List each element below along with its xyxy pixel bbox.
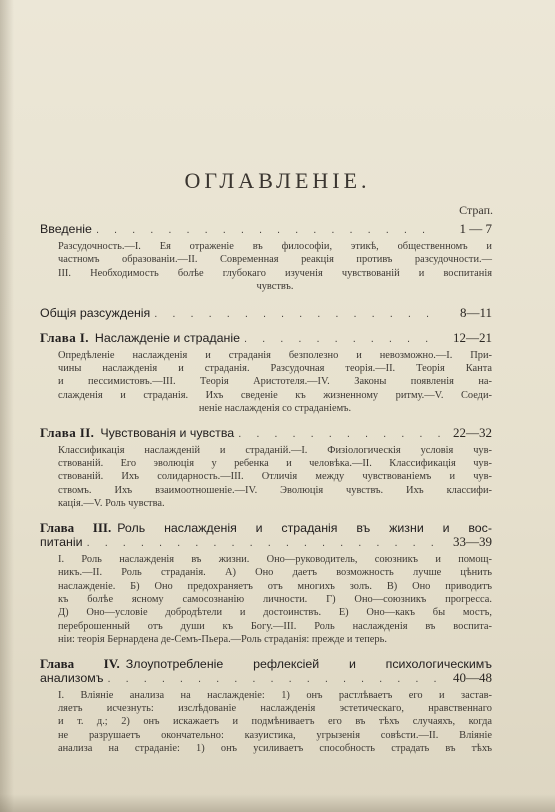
toc-entry-chapter-1 <box>40 331 492 416</box>
toc-entry-chapter-4 <box>40 657 492 756</box>
toc-summary <box>58 349 492 416</box>
toc-heading-text: Общія разсужденія <box>40 305 151 320</box>
page-bottom-shadow <box>0 794 555 812</box>
summary-line: III. Необходимость болѣе глубокаго изученія чувствованій и воспитанія <box>58 267 492 279</box>
summary-line: и т. д.; 2) онъ искажаетъ и подмѣниваетъ его въ тѣхъ случаяхъ, когда <box>58 716 492 728</box>
toc-page-range: 22—32 <box>453 424 492 440</box>
summary-line: неніе наслажденія со страданіемъ. <box>198 403 352 415</box>
toc-heading-text: Наслажденіе и страданіе <box>94 330 241 345</box>
summary-line: не разрушаетъ окончательно: казуистика, угрызенія совѣсти.—II. Вліяніе <box>58 729 492 741</box>
toc-heading <box>40 657 492 686</box>
page-fold-shadow <box>0 0 14 812</box>
summary-line: наслажденіе. Б) Оно предохраняетъ отъ многихъ золъ. В) Оно приводитъ <box>58 580 492 592</box>
summary-line: I. Вліяніе анализа на наслажденіе: 1) онъ растлѣваетъ его и застав- <box>58 689 492 701</box>
chapter-number: Глава IV. <box>40 655 120 671</box>
toc-heading-text: анализомъ <box>40 670 104 685</box>
toc-heading <box>40 222 492 237</box>
dot-leader <box>154 307 440 321</box>
toc-entry-introduction <box>40 222 492 294</box>
toc-heading <box>40 521 492 550</box>
summary-line: Разсудочность.—I. Ея отраженіе въ философіи, этикѣ, общественномъ и <box>58 241 492 252</box>
toc-summary <box>58 689 492 756</box>
chapter-number: Глава III. <box>40 519 112 535</box>
toc-page-range: 8—11 <box>459 304 492 320</box>
chapter-number: Глава II. <box>40 424 95 440</box>
toc-heading-text: Роль наслажденія и страданія въ жизни и вос- <box>117 520 492 535</box>
summary-line: чувствъ. <box>256 281 294 293</box>
toc-heading <box>40 306 492 321</box>
summary-line: чины наслажденія и страданія. Разсудочная теорія.—II. Теорія Канта <box>58 363 492 375</box>
summary-line: Классификація наслажденій и страданій.—I. Физіологическія условія чув- <box>58 444 492 456</box>
toc-heading-text: Злоупотребленіе рефлексіей и психологическимъ <box>125 656 493 671</box>
page-title: ОГЛАВЛЕНІЕ. <box>184 168 371 193</box>
summary-line: и пессимистовъ.—III. Теорія Аристотеля.—IV. Законы появленія на- <box>58 376 492 388</box>
summary-line: ствомъ. Ихъ взаимоотношеніе.—IV. Эволюція чувствъ. Ихъ классифи- <box>58 484 492 496</box>
summary-line: анализа на страданіе: 1) онъ усиливаетъ способность страдать въ тѣхъ <box>58 743 492 755</box>
summary-line: ствованій. Ихъ солидарность.—III. Отличія между чувствованіемъ и чув- <box>58 471 492 483</box>
summary-line: Опредѣленіе наслажденія и страданія безполезно и невозможно.—I. При- <box>58 349 492 361</box>
toc-heading-text: Введеніе <box>40 222 92 236</box>
table-of-contents <box>40 222 492 764</box>
toc-entry-general <box>40 306 492 321</box>
summary-line: Д) Оно—условіе добродѣтели и достоинствъ. Е) Оно—какъ бы мостъ, <box>58 607 492 619</box>
toc-summary <box>58 444 492 511</box>
toc-heading-text: питаніи <box>40 534 83 549</box>
toc-entry-chapter-2 <box>40 426 492 511</box>
dot-leader <box>107 672 440 686</box>
toc-page-range: 40—48 <box>453 669 492 685</box>
summary-line: переброшенный отъ души къ Богу.—III. Роль наслажденія въ воспита- <box>58 620 492 632</box>
toc-heading-text: Чувствованія и чувства <box>100 425 235 440</box>
summary-line: ляетъ исчезнуть: изслѣдованіе наслажденія эстетическаго, нравственнаго <box>58 702 492 714</box>
summary-line: къ болѣе ясному самосознанію личности. Г) Оно—союзникъ прогресса. <box>58 593 492 605</box>
toc-page-range: 1 — 7 <box>459 221 492 236</box>
toc-page-range: 12—21 <box>453 329 492 345</box>
summary-line: ніи: теорія Бернардена де-Семъ-Пьера.—Роль страданія: прежде и теперь. <box>58 634 387 646</box>
summary-line: слажденія и страданія. Ихъ сведеніе къ жизненному ритму.—V. Соеди- <box>58 389 492 401</box>
dot-leader <box>238 427 440 441</box>
toc-heading <box>40 331 492 346</box>
summary-line: кація.—V. Роль чувства. <box>58 498 165 510</box>
toc-entry-chapter-3 <box>40 521 492 647</box>
chapter-number: Глава I. <box>40 329 89 345</box>
summary-line: никъ.—II. Роль страданія. А) Оно даетъ возможность лучше цѣнить <box>58 567 492 579</box>
dot-leader <box>96 223 440 237</box>
page-column-label: Страп. <box>459 203 493 217</box>
summary-line: ствованій. Его эволюція у ребенка и человѣка.—II. Классификація чув- <box>58 458 492 470</box>
dot-leader <box>244 332 440 346</box>
dot-leader <box>87 536 440 550</box>
toc-page-range: 33—39 <box>453 533 492 549</box>
summary-line: частномъ образованіи.—II. Современная реакція противъ разсудочности.— <box>58 254 492 266</box>
summary-line: I. Роль наслажденія въ жизни. Оно—руководитель, союзникъ и помощ- <box>58 553 492 565</box>
toc-summary <box>58 553 492 647</box>
toc-summary <box>58 240 492 294</box>
toc-heading <box>40 426 492 441</box>
